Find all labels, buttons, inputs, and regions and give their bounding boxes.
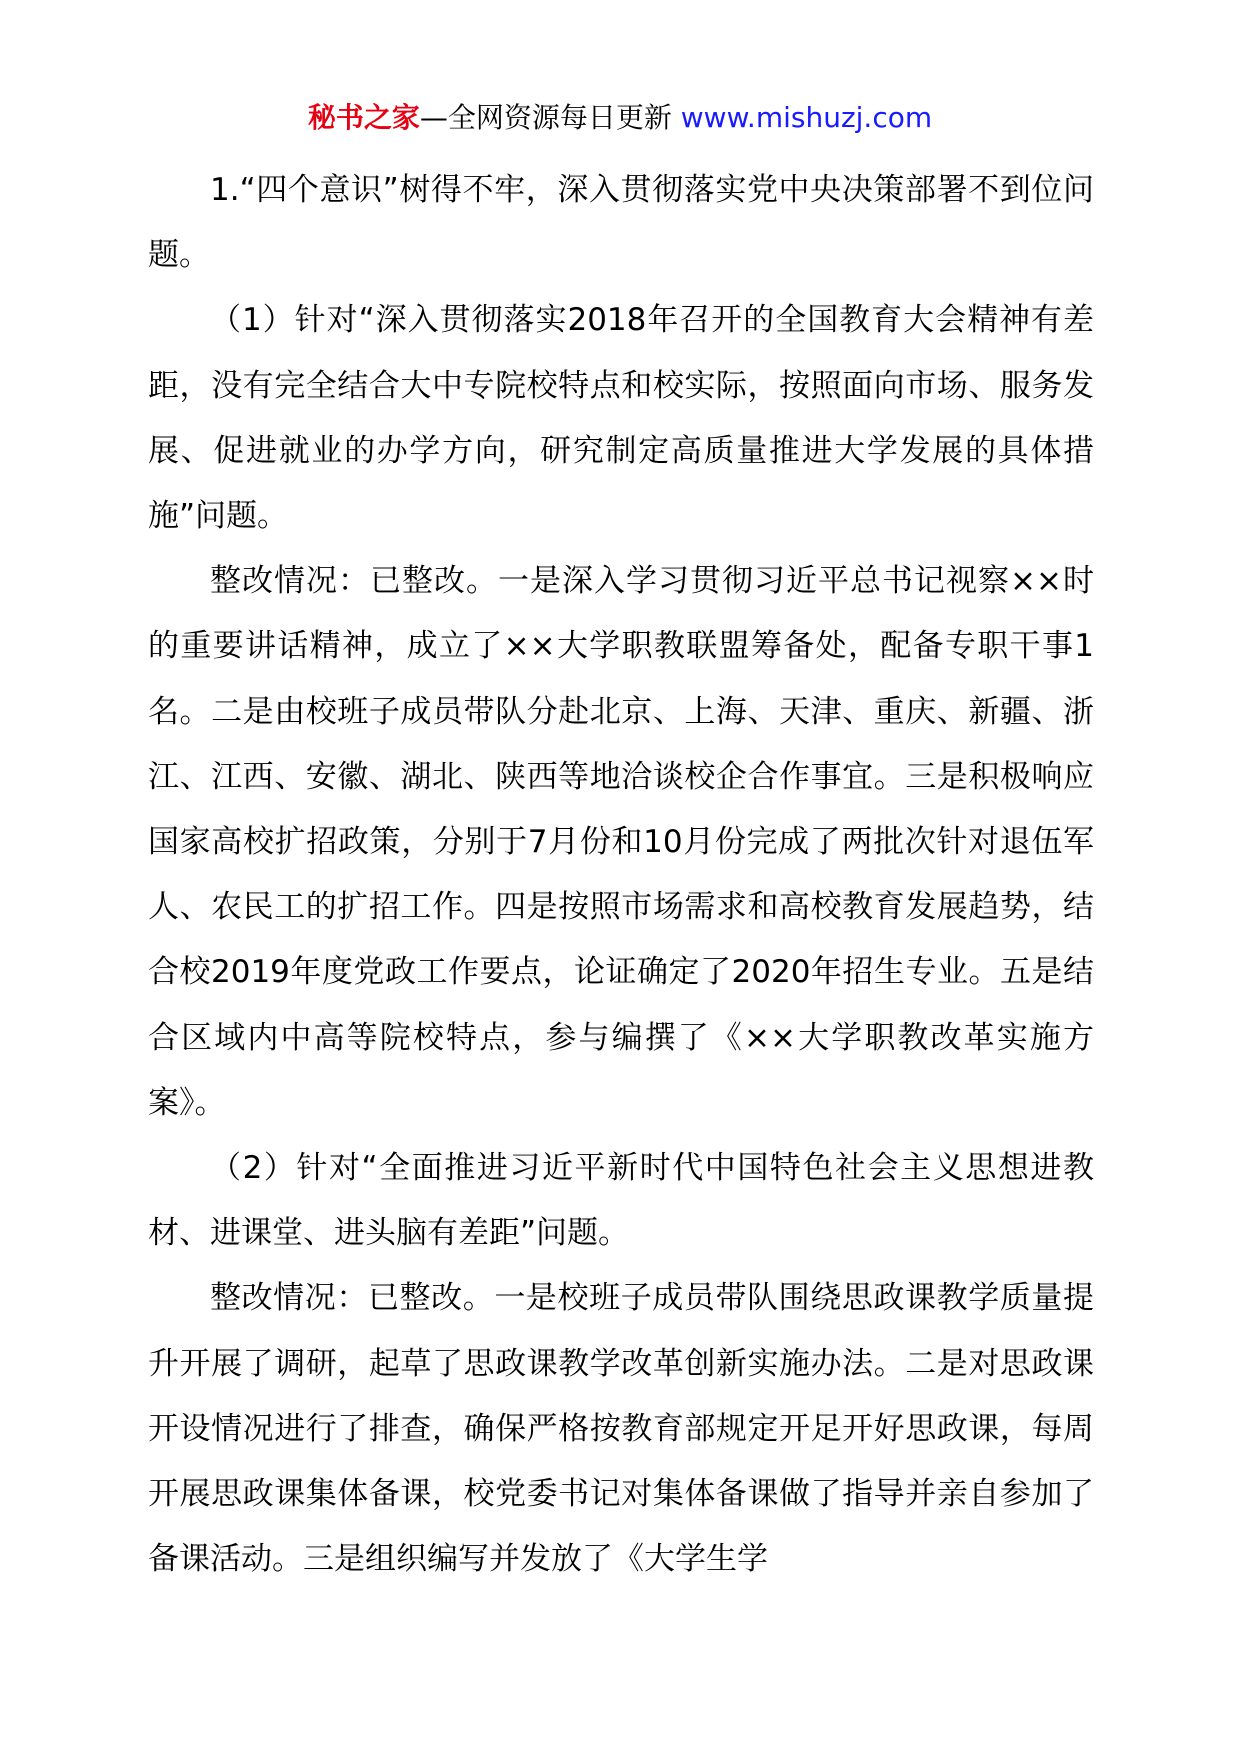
section-heading-paragraph: 1.“四个意识”树得不牢，深入贯彻落实党中央决策部署不到位问题。: [148, 172, 1094, 274]
rectification-1-paragraph: 整改情况：已整改。一是深入学习贯彻习近平总书记视察××时的重要讲话精神，成立了××大学职教联盟筹备处，配备专职干事1名。二是由校班子成员带队分赴北京、上海、天津、重庆、新疆、浙江、江西、安徽、湖北、陕西等地洽谈校企合作事宜。三是积极响应国家高校扩招政策，分别于7月份和10月份完成了两批次针对退伍军人、农民工的扩招工作。四是按照市场需求和高校教育发展趋势，结合校2019年度党政工作要点，论证确定了2020年招生专业。五是结合区域内中高等院校特点，参与编撰了《××大学职教改革实施方案》。: [148, 563, 1094, 1121]
issue-1-paragraph: （1）针对“深入贯彻落实2018年召开的全国教育大会精神有差距，没有完全结合大中专院校特点和校实际，按照面向市场、服务发展、促进就业的办学方向，研究制定高质量推进大学发展的具体措施”问题。: [148, 302, 1094, 535]
rectification-2-paragraph: 整改情况：已整改。一是校班子成员带队围绕思政课教学质量提升开展了调研，起草了思政课教学改革创新实施办法。二是对思政课开设情况进行了排查，确保严格按教育部规定开足开好思政课，每周开展思政课集体备课，校党委书记对集体备课做了指导并亲自参加了备课活动。三是组织编写并发放了《大学生学: [148, 1280, 1094, 1578]
page-header: [0, 98, 1240, 138]
brand-name: 秘书之家: [307, 101, 420, 134]
document-body: [148, 158, 1094, 1592]
site-url-link[interactable]: www.mishuzj.com: [680, 101, 933, 134]
issue-2-paragraph: （2）针对“全面推进习近平新时代中国特色社会主义思想进教材、进课堂、进头脑有差距”问题。: [148, 1150, 1094, 1252]
header-tagline: —全网资源每日更新: [419, 101, 681, 134]
